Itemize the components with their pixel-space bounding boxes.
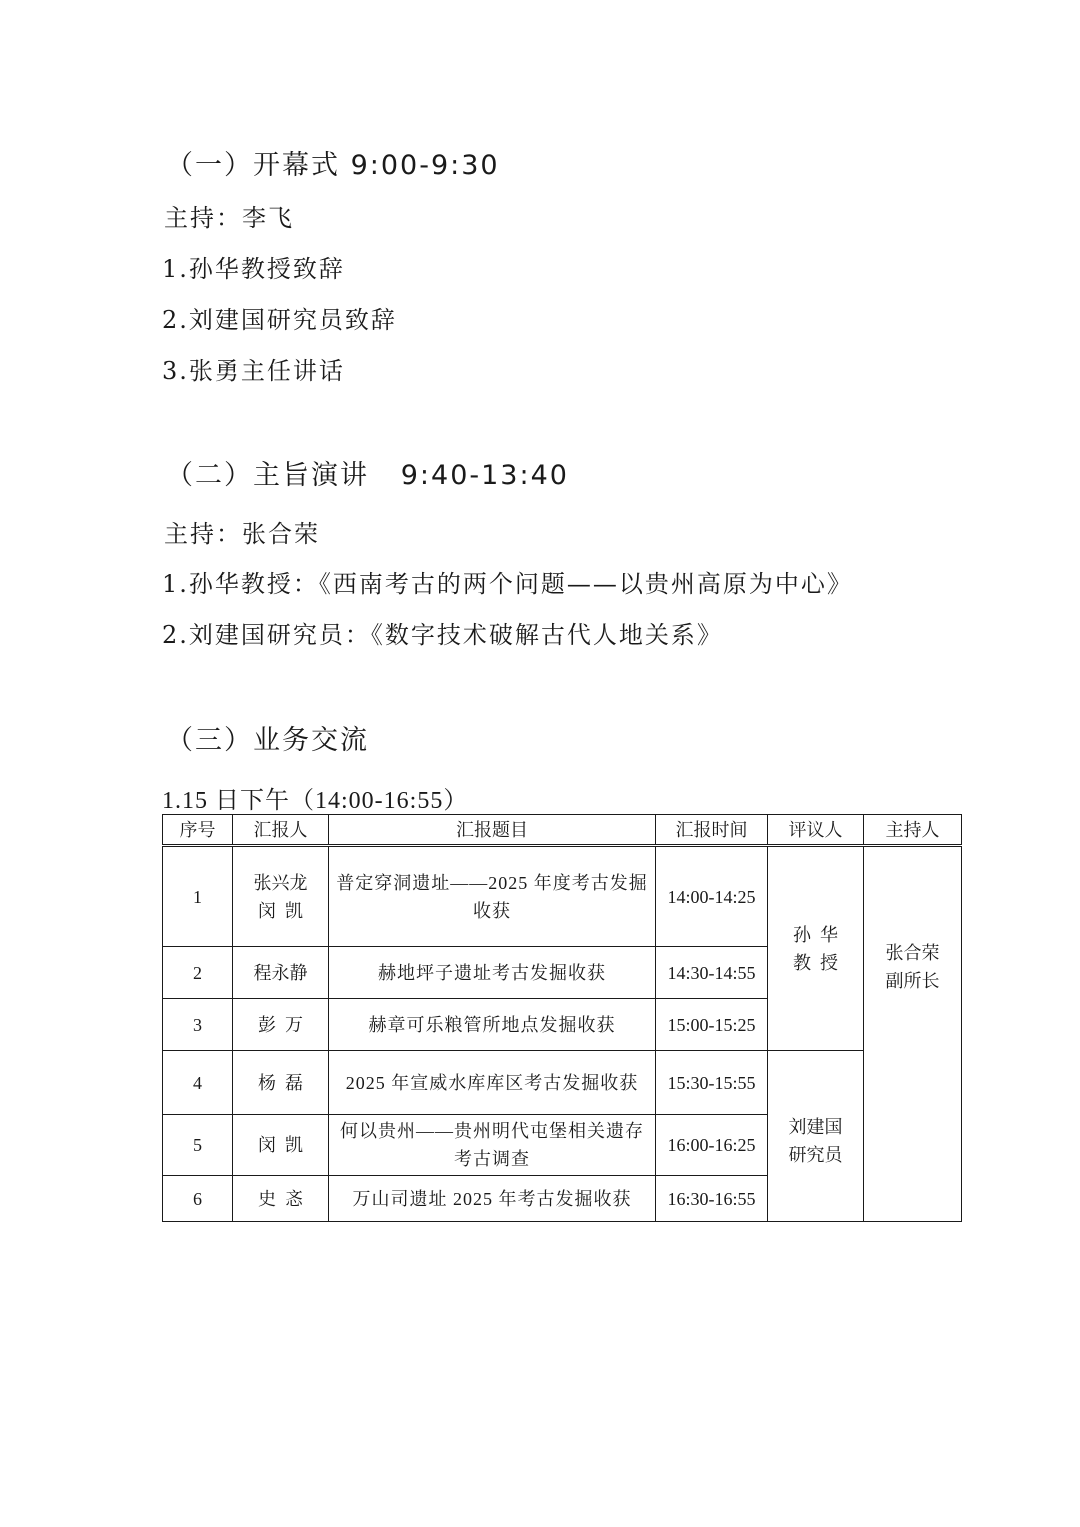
row-time: 14:30-14:55 (656, 947, 768, 999)
header-no: 序号 (163, 815, 233, 846)
reviewer-title: 教 授 (793, 952, 838, 973)
reviewer-name: 孙 华 (793, 924, 838, 945)
opening-item-2: 2.刘建国研究员致辞 (162, 306, 397, 334)
row-time: 16:00-16:25 (656, 1115, 768, 1176)
row-no: 3 (163, 999, 233, 1051)
row-title: 2025 年宣威水库库区考古发掘收获 (329, 1051, 656, 1115)
exchange-subtitle: 1.15 日下午（14:00-16:55） (162, 788, 469, 814)
row-reporter: 史 忞 (233, 1176, 329, 1222)
header-host: 主持人 (864, 815, 962, 846)
table-header-row (163, 815, 962, 846)
header-time: 汇报时间 (656, 815, 768, 846)
row-title: 普定穿洞遗址——2025 年度考古发掘收获 (329, 846, 656, 947)
row-reporter: 彭 万 (233, 999, 329, 1051)
row-reporter: 杨 磊 (233, 1051, 329, 1115)
schedule-table (162, 814, 962, 1222)
row-no: 4 (163, 1051, 233, 1115)
section-heading-opening: （一）开幕式 9:00-9:30 (166, 150, 500, 181)
row-reporter: 程永静 (233, 947, 329, 999)
row-title: 赫地坪子遗址考古发掘收获 (329, 947, 656, 999)
row-no: 5 (163, 1115, 233, 1176)
section-heading-exchange: （三）业务交流 (166, 725, 369, 756)
header-reviewer: 评议人 (768, 815, 864, 846)
row-no: 6 (163, 1176, 233, 1222)
reporter-name: 闵 凯 (258, 900, 303, 921)
section-heading-keynote: （二）主旨演讲 9:40-13:40 (166, 460, 569, 491)
row-title: 万山司遗址 2025 年考古发掘收获 (329, 1176, 656, 1222)
row-reporter: 闵 凯 (233, 1115, 329, 1176)
row-title: 何以贵州——贵州明代屯堡相关遗存考古调查 (329, 1115, 656, 1176)
keynote-item-2: 2.刘建国研究员：《数字技术破解古代人地关系》 (162, 621, 723, 649)
opening-host: 主持：李飞 (164, 204, 294, 232)
reviewer-cell (768, 846, 864, 1051)
reviewer-name: 刘建国 (788, 1117, 843, 1137)
opening-item-3: 3.张勇主任讲话 (162, 357, 345, 385)
table-row (163, 846, 962, 947)
table-row (163, 1051, 962, 1115)
keynote-item-1: 1.孙华教授：《西南考古的两个问题——以贵州高原为中心》 (162, 570, 853, 598)
row-no: 1 (163, 846, 233, 947)
row-time: 16:30-16:55 (656, 1176, 768, 1222)
reviewer-title: 研究员 (788, 1145, 843, 1165)
row-time: 14:00-14:25 (656, 846, 768, 947)
reporter-name: 张兴龙 (253, 872, 308, 893)
row-no: 2 (163, 947, 233, 999)
host-title: 副所长 (885, 971, 940, 991)
keynote-host: 主持：张合荣 (164, 520, 320, 548)
header-reporter: 汇报人 (233, 815, 329, 846)
row-title: 赫章可乐粮管所地点发掘收获 (329, 999, 656, 1051)
header-title: 汇报题目 (329, 815, 656, 846)
host-cell (864, 846, 962, 1222)
row-reporter (233, 846, 329, 947)
opening-item-1: 1.孙华教授致辞 (162, 255, 345, 283)
row-time: 15:30-15:55 (656, 1051, 768, 1115)
row-time: 15:00-15:25 (656, 999, 768, 1051)
host-name: 张合荣 (885, 943, 940, 963)
reviewer-cell (768, 1051, 864, 1222)
